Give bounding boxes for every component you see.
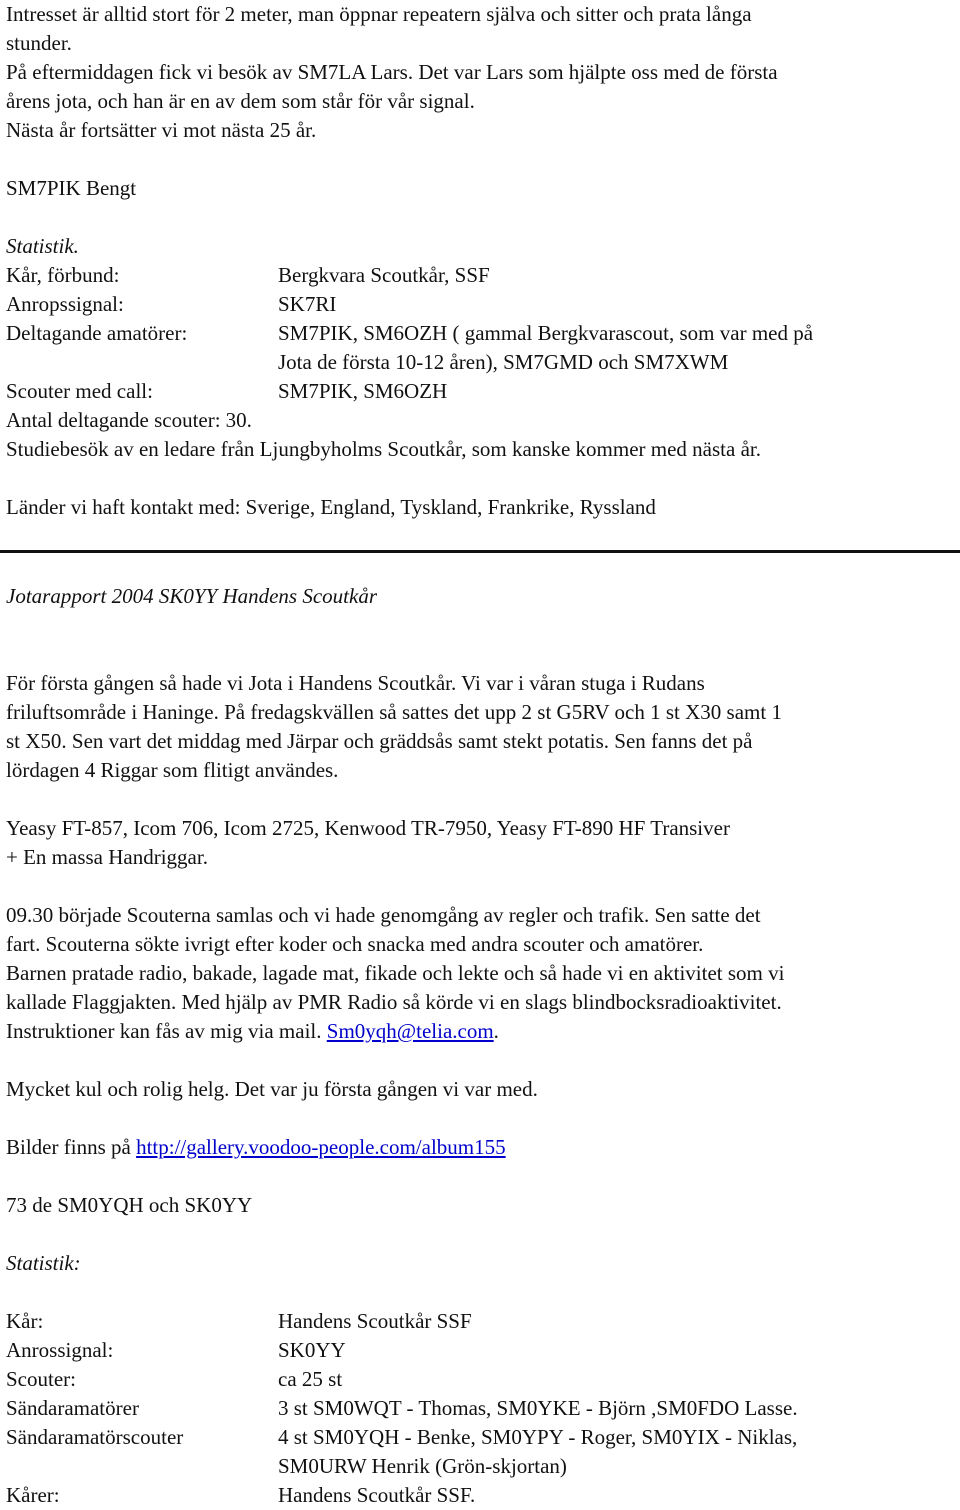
stats-row	[6, 1307, 946, 1336]
stats-row	[6, 1336, 946, 1365]
stats-value: Handens Scoutkår SSF	[278, 1309, 472, 1333]
stats-heading: Statistik:	[6, 1251, 81, 1275]
stats-label: Scouter:	[6, 1367, 76, 1391]
document-page	[6, 0, 946, 522]
stats-value: SM7PIK, SM6OZH	[278, 379, 448, 403]
stats-value: SK7RI	[278, 292, 337, 316]
stats-label: Kår, förbund:	[6, 263, 120, 287]
antal-value: 30.	[225, 408, 252, 432]
para-line: Barnen pratade radio, bakade, lagade mat, fikade och lekte och så hade vi en aktivitet som vi	[6, 961, 785, 985]
spacer	[6, 1278, 946, 1307]
stats-label: Anrossignal:	[6, 1338, 114, 1362]
report-section	[6, 582, 946, 1510]
intro-line: årens jota, och han är en av dem som står för vår signal.	[6, 89, 475, 113]
stats-value: Bergkvara Scoutkår, SSF	[278, 263, 490, 287]
para-line: fart. Scouterna sökte ivrigt efter koder och snacka med andra scouter och amatörer.	[6, 932, 704, 956]
bilder-line: Bilder finns på http://gallery.voodoo-people.com/album155	[6, 1135, 506, 1159]
spacer	[6, 145, 946, 174]
stats-value: Handens Scoutkår SSF.	[278, 1483, 476, 1507]
stats-row	[6, 261, 946, 290]
report-title: Jotarapport 2004 SK0YY Handens Scoutkår	[6, 584, 378, 608]
spacer	[6, 640, 946, 669]
stats-row	[6, 319, 946, 377]
stats-value: SM7PIK, SM6OZH ( gammal Bergkvarascout, som var med på Jota de första 10-12 åren), SM7GMD och SM7XWM	[278, 321, 814, 374]
stats-label: Kår:	[6, 1309, 44, 1333]
instruktioner-line: Instruktioner kan fås av mig via mail. Sm0yqh@telia.com.	[6, 1019, 499, 1043]
spacer	[6, 1104, 946, 1133]
stats-value: ca 25 st	[278, 1367, 343, 1391]
para-line: + En massa Handriggar.	[6, 845, 208, 869]
spacer	[6, 1162, 946, 1191]
email-link[interactable]: Sm0yqh@telia.com	[326, 1019, 494, 1043]
stats-label: Kårer:	[6, 1483, 60, 1507]
stats-row	[6, 290, 946, 319]
stats-label: Sändaramatörer	[6, 1396, 139, 1420]
stats-label: Sändaramatörscouter	[6, 1425, 184, 1449]
spacer	[6, 1220, 946, 1249]
antal-row	[6, 406, 946, 435]
stats-row	[6, 1481, 946, 1510]
para-line: kallade Flaggjakten. Med hjälp av PMR Radio så körde vi en slags blindbocksradioaktivitet.	[6, 990, 782, 1014]
stats-value: 4 st SM0YQH - Benke, SM0YPY - Roger, SM0YIX - Niklas, SM0URW Henrik (Grön-skjortan)	[278, 1425, 798, 1478]
para-line: 09.30 började Scouterna samlas och vi hade genomgång av regler och trafik. Sen satte det	[6, 903, 761, 927]
antal-label: Antal deltagande scouter:	[6, 408, 221, 432]
closing-line: Mycket kul och rolig helg. Det var ju första gången vi var med.	[6, 1077, 538, 1101]
stats-row	[6, 1423, 946, 1481]
spacer	[6, 611, 946, 640]
intro-line: På eftermiddagen fick vi besök av SM7LA Lars. Det var Lars som hjälpte oss med de första	[6, 60, 778, 84]
spacer	[6, 785, 946, 814]
stats-row	[6, 1394, 946, 1423]
greeting-line: 73 de SM0YQH och SK0YY	[6, 1193, 253, 1217]
stats-row	[6, 1365, 946, 1394]
intro-line: Intresset är alltid stort för 2 meter, man öppnar repeatern själva och sitter och prata långa	[6, 2, 752, 26]
stats-value: SK0YY	[278, 1338, 346, 1362]
stats-row	[6, 377, 946, 406]
stats-value: 3 st SM0WQT - Thomas, SM0YKE - Björn ,SM0FDO Lasse.	[278, 1396, 798, 1420]
spacer	[6, 464, 946, 493]
lander-text: Länder vi haft kontakt med: Sverige, England, Tyskland, Frankrike, Ryssland	[6, 495, 656, 519]
stats-heading: Statistik.	[6, 234, 79, 258]
para-line: st X50. Sen vart det middag med Järpar och gräddsås samt stekt potatis. Sen fanns det på	[6, 729, 753, 753]
studiebesok-text: Studiebesök av en ledare från Ljungbyholms Scoutkår, som kanske kommer med nästa år.	[6, 437, 761, 461]
stats-label: Anropssignal:	[6, 292, 124, 316]
spacer	[6, 872, 946, 901]
spacer	[6, 1046, 946, 1075]
para-line: För första gången så hade vi Jota i Handens Scoutkår. Vi var i våran stuga i Rudans	[6, 671, 705, 695]
spacer	[6, 203, 946, 232]
para-line: lördagen 4 Riggar som flitigt användes.	[6, 758, 339, 782]
intro-line: stunder.	[6, 31, 72, 55]
para-line: Yeasy FT-857, Icom 706, Icom 2725, Kenwood TR-7950, Yeasy FT-890 HF Transiver	[6, 816, 730, 840]
intro-line: Nästa år fortsätter vi mot nästa 25 år.	[6, 118, 317, 142]
para-line: friluftsområde i Haninge. På fredagskvällen så sattes det upp 2 st G5RV och 1 st X30 samt 1	[6, 700, 782, 724]
section-divider	[0, 550, 960, 553]
stats-label: Deltagande amatörer:	[6, 321, 188, 345]
stats-label: Scouter med call:	[6, 379, 153, 403]
gallery-link[interactable]: http://gallery.voodoo-people.com/album155	[136, 1135, 506, 1159]
signature: SM7PIK Bengt	[6, 176, 137, 200]
